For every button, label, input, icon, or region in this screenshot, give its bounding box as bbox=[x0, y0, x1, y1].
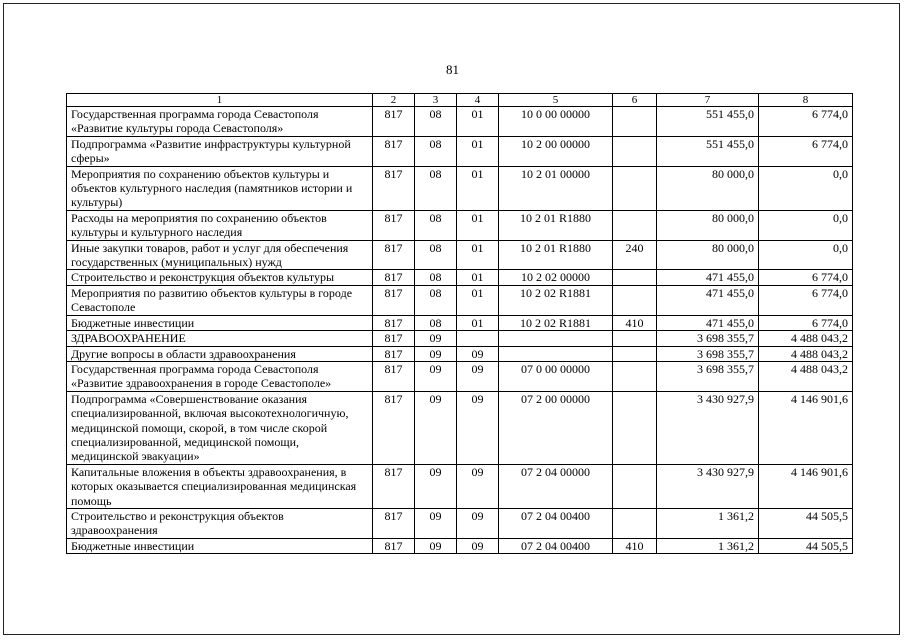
amount-year1-cell: 1 361,2 bbox=[657, 538, 759, 553]
expense-type-cell bbox=[613, 107, 657, 137]
admin-code-cell: 817 bbox=[373, 285, 415, 315]
expense-type-cell bbox=[613, 270, 657, 285]
section-cell: 08 bbox=[415, 315, 457, 330]
subsection-cell bbox=[457, 331, 499, 346]
table-row bbox=[67, 508, 853, 538]
section-cell: 08 bbox=[415, 240, 457, 270]
subsection-cell: 01 bbox=[457, 270, 499, 285]
section-cell: 08 bbox=[415, 136, 457, 166]
column-header: 3 bbox=[415, 94, 457, 107]
subsection-cell: 01 bbox=[457, 166, 499, 210]
expense-type-cell bbox=[613, 391, 657, 464]
section-cell: 08 bbox=[415, 166, 457, 210]
table-row bbox=[67, 331, 853, 346]
expense-type-cell bbox=[613, 210, 657, 240]
row-name-cell: Другие вопросы в области здравоохранения bbox=[67, 346, 373, 361]
table-row bbox=[67, 361, 853, 391]
amount-year2-cell: 4 488 043,2 bbox=[759, 346, 853, 361]
admin-code-cell: 817 bbox=[373, 210, 415, 240]
subsection-cell: 09 bbox=[457, 508, 499, 538]
amount-year1-cell: 471 455,0 bbox=[657, 270, 759, 285]
amount-year2-cell: 6 774,0 bbox=[759, 285, 853, 315]
amount-year2-cell: 0,0 bbox=[759, 210, 853, 240]
expense-type-cell bbox=[613, 166, 657, 210]
column-header: 8 bbox=[759, 94, 853, 107]
section-cell: 09 bbox=[415, 346, 457, 361]
expense-type-cell bbox=[613, 464, 657, 508]
row-name-cell: Государственная программа города Севастополя «Развитие культуры города Севастополя» bbox=[67, 107, 373, 137]
section-cell: 08 bbox=[415, 270, 457, 285]
expense-type-cell bbox=[613, 508, 657, 538]
subsection-cell: 01 bbox=[457, 315, 499, 330]
admin-code-cell: 817 bbox=[373, 508, 415, 538]
amount-year1-cell: 3 430 927,9 bbox=[657, 391, 759, 464]
target-article-cell: 10 2 01 R1880 bbox=[499, 210, 613, 240]
target-article-cell: 07 2 04 00400 bbox=[499, 538, 613, 553]
subsection-cell: 09 bbox=[457, 464, 499, 508]
amount-year1-cell: 80 000,0 bbox=[657, 166, 759, 210]
target-article-cell: 07 2 04 00400 bbox=[499, 508, 613, 538]
target-article-cell bbox=[499, 331, 613, 346]
table-row bbox=[67, 270, 853, 285]
row-name-cell: Мероприятия по сохранению объектов культуры и объектов культурного наследия (памятников истории и культуры) bbox=[67, 166, 373, 210]
target-article-cell: 07 2 00 00000 bbox=[499, 391, 613, 464]
amount-year1-cell: 3 698 355,7 bbox=[657, 331, 759, 346]
page-number: 81 bbox=[446, 62, 459, 77]
admin-code-cell: 817 bbox=[373, 107, 415, 137]
table-row bbox=[67, 315, 853, 330]
expense-type-cell bbox=[613, 361, 657, 391]
table-row bbox=[67, 107, 853, 137]
subsection-cell: 01 bbox=[457, 240, 499, 270]
section-cell: 09 bbox=[415, 331, 457, 346]
section-cell: 09 bbox=[415, 391, 457, 464]
section-cell: 08 bbox=[415, 210, 457, 240]
expense-type-cell bbox=[613, 136, 657, 166]
table-row bbox=[67, 240, 853, 270]
admin-code-cell: 817 bbox=[373, 538, 415, 553]
expense-type-cell bbox=[613, 285, 657, 315]
amount-year1-cell: 3 430 927,9 bbox=[657, 464, 759, 508]
column-header: 5 bbox=[499, 94, 613, 107]
amount-year2-cell: 44 505,5 bbox=[759, 508, 853, 538]
section-cell: 09 bbox=[415, 361, 457, 391]
row-name-cell: Государственная программа города Севастополя «Развитие здравоохранения в городе Севастополе» bbox=[67, 361, 373, 391]
row-name-cell: Мероприятия по развитию объектов культуры в городе Севастополе bbox=[67, 285, 373, 315]
amount-year2-cell: 4 488 043,2 bbox=[759, 361, 853, 391]
amount-year1-cell: 80 000,0 bbox=[657, 210, 759, 240]
table-row bbox=[67, 538, 853, 553]
admin-code-cell: 817 bbox=[373, 136, 415, 166]
admin-code-cell: 817 bbox=[373, 331, 415, 346]
amount-year1-cell: 551 455,0 bbox=[657, 136, 759, 166]
table-row bbox=[67, 464, 853, 508]
target-article-cell: 10 2 00 00000 bbox=[499, 136, 613, 166]
column-header: 1 bbox=[67, 94, 373, 107]
amount-year2-cell: 0,0 bbox=[759, 166, 853, 210]
expense-type-cell bbox=[613, 331, 657, 346]
expense-type-cell: 410 bbox=[613, 315, 657, 330]
table-row bbox=[67, 285, 853, 315]
subsection-cell: 09 bbox=[457, 538, 499, 553]
table-body bbox=[67, 107, 853, 554]
amount-year1-cell: 3 698 355,7 bbox=[657, 346, 759, 361]
budget-table bbox=[66, 93, 853, 554]
section-cell: 08 bbox=[415, 107, 457, 137]
amount-year1-cell: 3 698 355,7 bbox=[657, 361, 759, 391]
subsection-cell: 01 bbox=[457, 136, 499, 166]
row-name-cell: Строительство и реконструкция объектов здравоохранения bbox=[67, 508, 373, 538]
section-cell: 09 bbox=[415, 538, 457, 553]
expense-type-cell: 240 bbox=[613, 240, 657, 270]
subsection-cell: 01 bbox=[457, 210, 499, 240]
amount-year2-cell: 44 505,5 bbox=[759, 538, 853, 553]
subsection-cell: 01 bbox=[457, 285, 499, 315]
table-row bbox=[67, 346, 853, 361]
target-article-cell: 07 2 04 00000 bbox=[499, 464, 613, 508]
row-name-cell: Бюджетные инвестиции bbox=[67, 538, 373, 553]
amount-year2-cell: 6 774,0 bbox=[759, 136, 853, 166]
target-article-cell: 10 2 01 R1880 bbox=[499, 240, 613, 270]
row-name-cell: Иные закупки товаров, работ и услуг для обеспечения государственных (муниципальных) нужд bbox=[67, 240, 373, 270]
target-article-cell: 07 0 00 00000 bbox=[499, 361, 613, 391]
expense-type-cell: 410 bbox=[613, 538, 657, 553]
expense-type-cell bbox=[613, 346, 657, 361]
admin-code-cell: 817 bbox=[373, 270, 415, 285]
amount-year2-cell: 6 774,0 bbox=[759, 315, 853, 330]
column-header: 6 bbox=[613, 94, 657, 107]
column-header: 2 bbox=[373, 94, 415, 107]
row-name-cell: Расходы на мероприятия по сохранению объектов культуры и культурного наследия bbox=[67, 210, 373, 240]
admin-code-cell: 817 bbox=[373, 240, 415, 270]
admin-code-cell: 817 bbox=[373, 166, 415, 210]
amount-year2-cell: 4 146 901,6 bbox=[759, 464, 853, 508]
amount-year1-cell: 551 455,0 bbox=[657, 107, 759, 137]
table-row bbox=[67, 166, 853, 210]
subsection-cell: 01 bbox=[457, 107, 499, 137]
amount-year2-cell: 4 488 043,2 bbox=[759, 331, 853, 346]
admin-code-cell: 817 bbox=[373, 346, 415, 361]
amount-year2-cell: 6 774,0 bbox=[759, 270, 853, 285]
target-article-cell: 10 2 02 00000 bbox=[499, 270, 613, 285]
target-article-cell: 10 2 02 R1881 bbox=[499, 315, 613, 330]
admin-code-cell: 817 bbox=[373, 391, 415, 464]
amount-year1-cell: 471 455,0 bbox=[657, 285, 759, 315]
target-article-cell: 10 2 02 R1881 bbox=[499, 285, 613, 315]
row-name-cell: Бюджетные инвестиции bbox=[67, 315, 373, 330]
column-header: 7 bbox=[657, 94, 759, 107]
section-cell: 09 bbox=[415, 508, 457, 538]
table-header-row bbox=[67, 94, 853, 107]
column-header: 4 bbox=[457, 94, 499, 107]
table-row bbox=[67, 210, 853, 240]
amount-year2-cell: 6 774,0 bbox=[759, 107, 853, 137]
section-cell: 09 bbox=[415, 464, 457, 508]
target-article-cell: 10 2 01 00000 bbox=[499, 166, 613, 210]
amount-year2-cell: 4 146 901,6 bbox=[759, 391, 853, 464]
admin-code-cell: 817 bbox=[373, 464, 415, 508]
amount-year1-cell: 80 000,0 bbox=[657, 240, 759, 270]
amount-year1-cell: 471 455,0 bbox=[657, 315, 759, 330]
section-cell: 08 bbox=[415, 285, 457, 315]
target-article-cell: 10 0 00 00000 bbox=[499, 107, 613, 137]
row-name-cell: Подпрограмма «Совершенствование оказания специализированной, включая высокотехнологичную, медицинской помощи, скорой, в том числе скорой специализированной, медицинской помощи, медицинской эвакуации» bbox=[67, 391, 373, 464]
subsection-cell: 09 bbox=[457, 346, 499, 361]
table-row bbox=[67, 391, 853, 464]
subsection-cell: 09 bbox=[457, 361, 499, 391]
row-name-cell: ЗДРАВООХРАНЕНИЕ bbox=[67, 331, 373, 346]
target-article-cell bbox=[499, 346, 613, 361]
row-name-cell: Подпрограмма «Развитие инфраструктуры культурной сферы» bbox=[67, 136, 373, 166]
admin-code-cell: 817 bbox=[373, 361, 415, 391]
amount-year1-cell: 1 361,2 bbox=[657, 508, 759, 538]
row-name-cell: Строительство и реконструкция объектов культуры bbox=[67, 270, 373, 285]
subsection-cell: 09 bbox=[457, 391, 499, 464]
amount-year2-cell: 0,0 bbox=[759, 240, 853, 270]
admin-code-cell: 817 bbox=[373, 315, 415, 330]
table-row bbox=[67, 136, 853, 166]
row-name-cell: Капитальные вложения в объекты здравоохранения, в которых оказывается специализированная медицинская помощь bbox=[67, 464, 373, 508]
